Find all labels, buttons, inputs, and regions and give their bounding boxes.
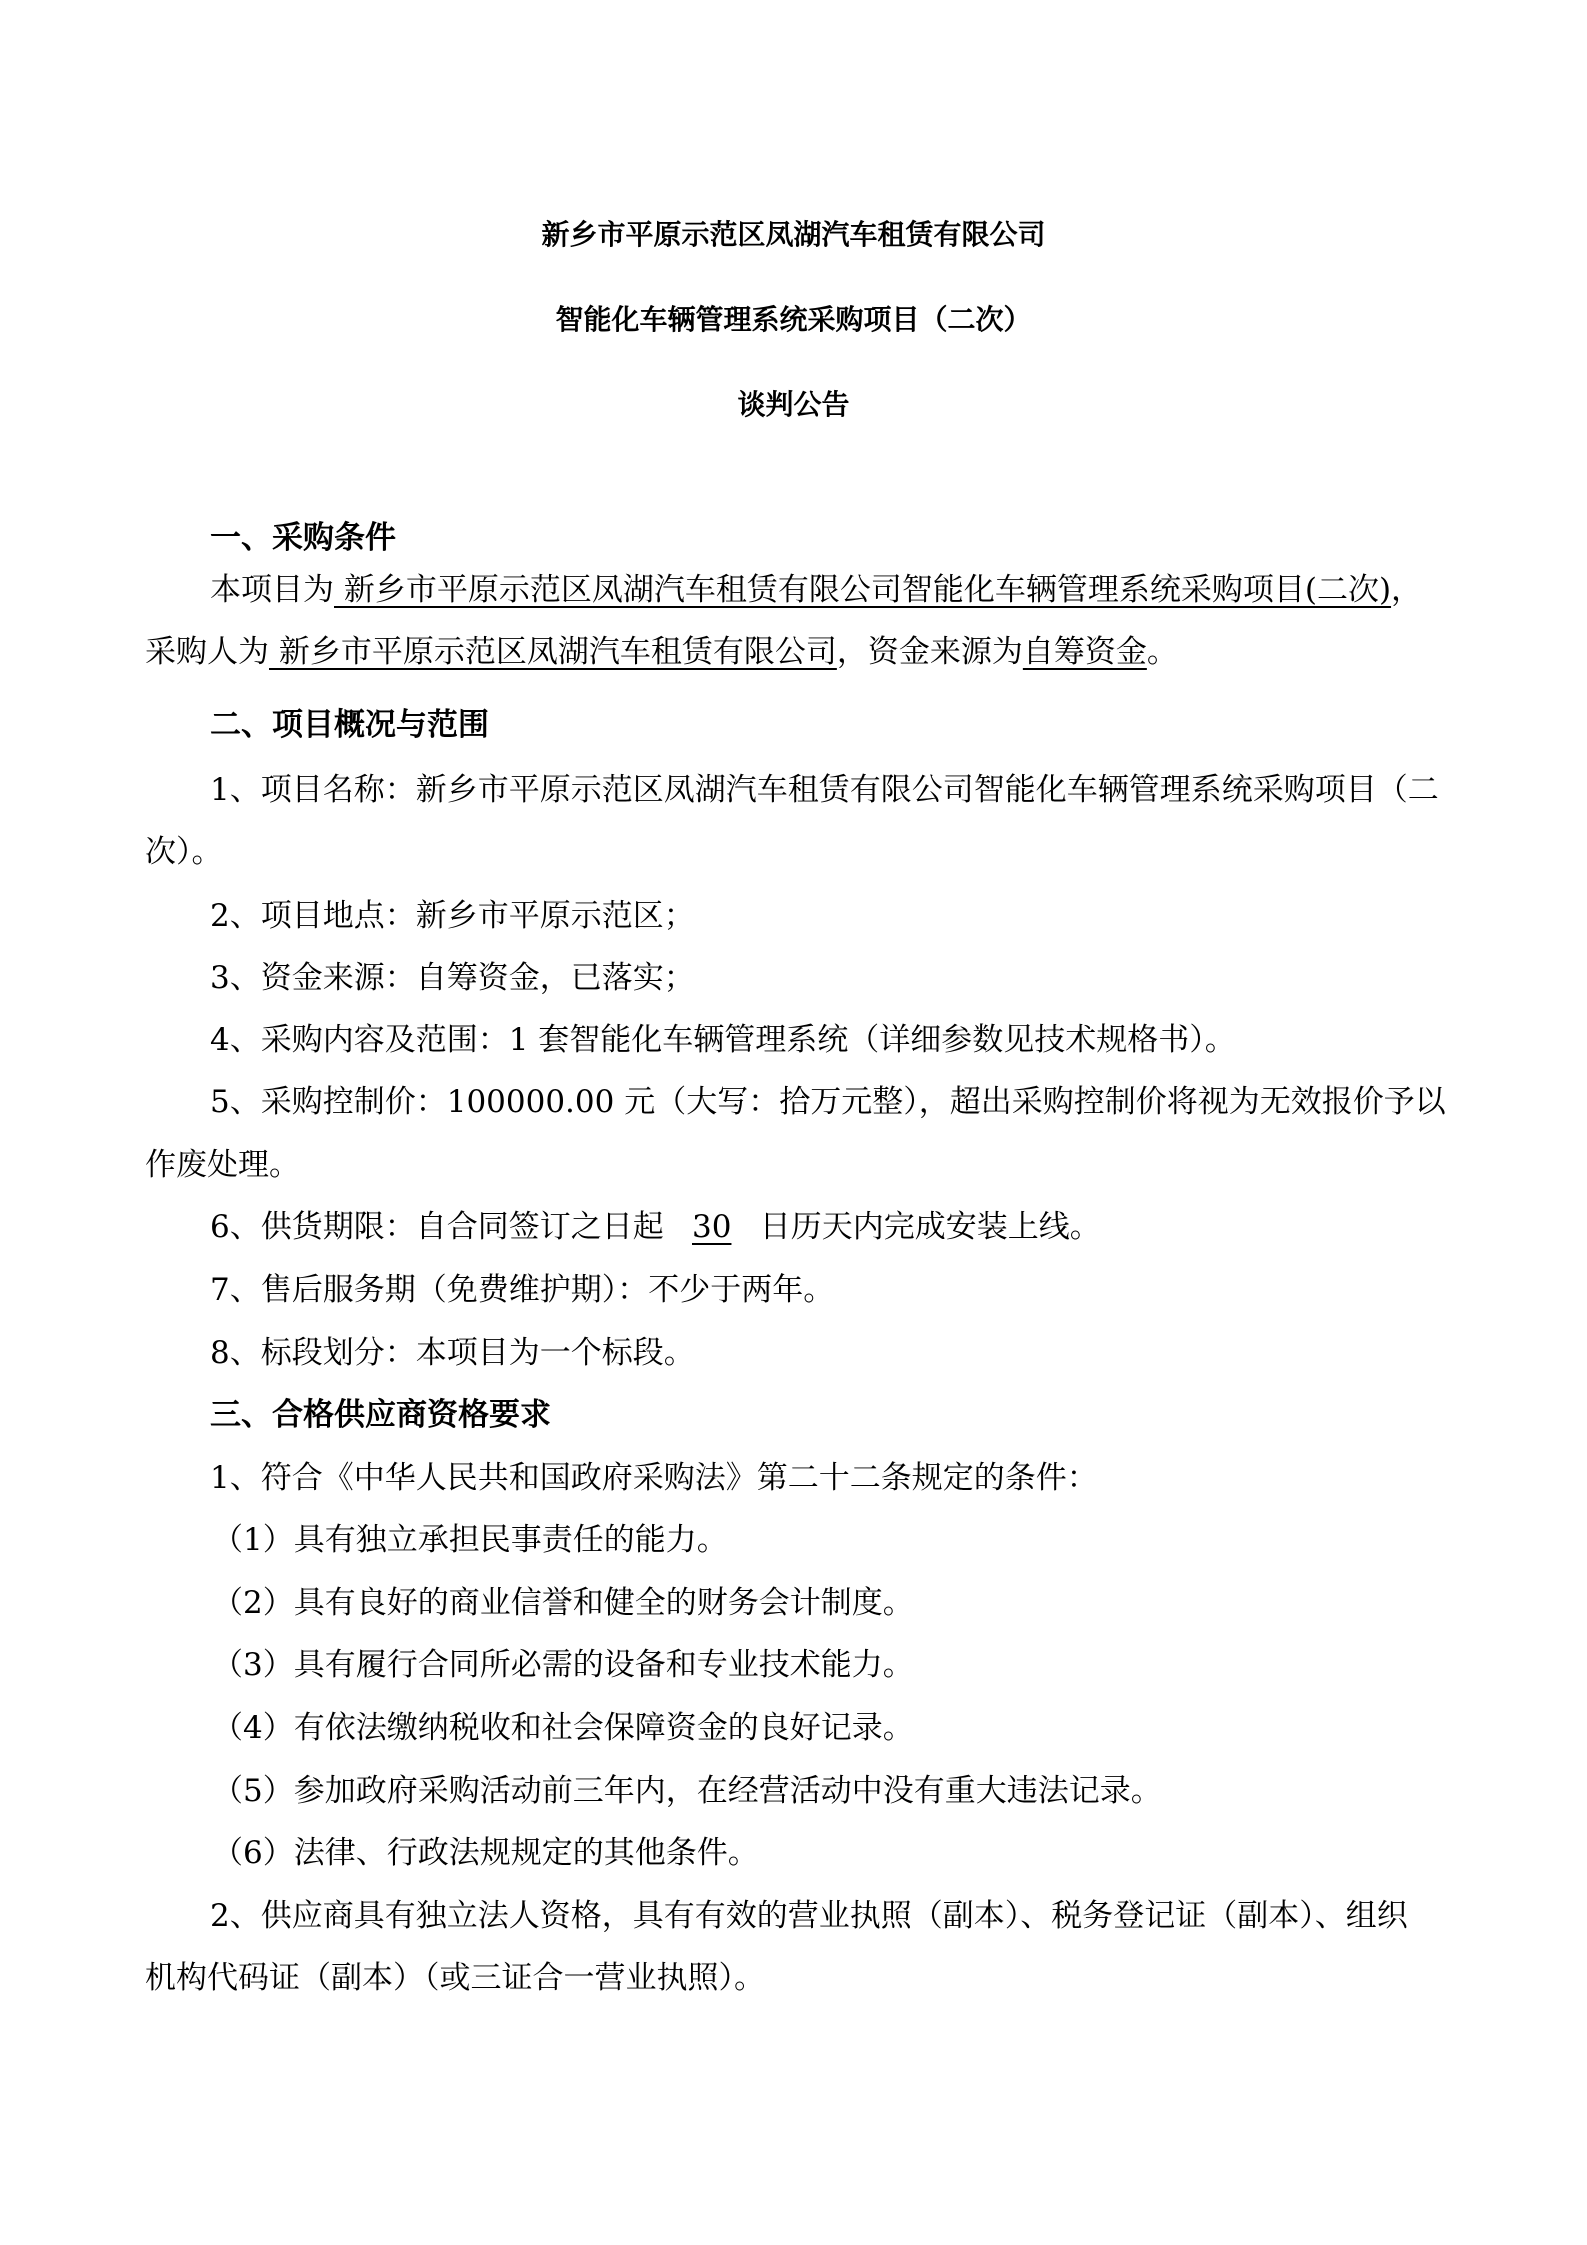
qualification-sub-4: （4）有依法缴纳税收和社会保障资金的良好记录。 [212, 1710, 914, 1746]
control-price-item-line-1: 5、采购控制价：100000.00 元（大写：拾万元整），超出采购控制价将视为无效报价予以 [210, 1084, 1446, 1120]
delivery-period-item [210, 1207, 1101, 1247]
project-name-item-line-1: 1、项目名称：新乡市平原示范区凤湖汽车租赁有限公司智能化车辆管理系统采购项目（二 [210, 772, 1439, 808]
section-3-heading: 三、合格供应商资格要求 [210, 1397, 551, 1433]
buyer-prefix: 采购人为 [145, 634, 269, 670]
qualification-sub-1: （1）具有独立承担民事责任的能力。 [212, 1522, 728, 1558]
qualification-item-2-line-1: 2、供应商具有独立法人资格，具有有效的营业执照（副本）、税务登记证（副本）、组织 [210, 1898, 1408, 1934]
section-1-paragraph-line-1 [210, 570, 1422, 610]
section-1-prefix: 本项目为 [210, 572, 334, 608]
delivery-period-prefix: 6、供货期限：自合同签订之日起 [210, 1209, 664, 1245]
delivery-days-blank: 30 [692, 1209, 732, 1245]
document-title-line-2: 智能化车辆管理系统采购项目（二次） [555, 303, 1032, 336]
buyer-name-underlined: 新乡市平原示范区凤湖汽车租赁有限公司 [269, 634, 837, 670]
document-title-line-3: 谈判公告 [737, 388, 850, 421]
qualification-item-2-line-2: 机构代码证（副本）（或三证合一营业执照）。 [145, 1960, 765, 1996]
delivery-period-suffix: 日历天内完成安装上线。 [759, 1209, 1101, 1245]
qualification-sub-2: （2）具有良好的商业信誉和健全的财务会计制度。 [212, 1585, 914, 1621]
qualification-sub-3: （3）具有履行合同所必需的设备和专业技术能力。 [212, 1647, 914, 1683]
section-2-heading: 二、项目概况与范围 [210, 707, 489, 743]
section-1-period: 。 [1146, 634, 1178, 670]
qualification-sub-5: （5）参加政府采购活动前三年内，在经营活动中没有重大违法记录。 [212, 1773, 1162, 1809]
lot-division-item: 8、标段划分：本项目为一个标段。 [210, 1335, 695, 1371]
fund-source-item: 3、资金来源：自筹资金，已落实； [210, 960, 695, 996]
project-name-item-line-2: 次）。 [145, 834, 223, 870]
control-price-item-line-2: 作废处理。 [145, 1147, 300, 1183]
project-location-item: 2、项目地点：新乡市平原示范区； [210, 898, 695, 934]
document-title-line-1: 新乡市平原示范区凤湖汽车租赁有限公司 [541, 218, 1046, 251]
procurement-scope-item: 4、采购内容及范围：1 套智能化车辆管理系统（详细参数见技术规格书）。 [210, 1022, 1236, 1058]
qualification-sub-6: （6）法律、行政法规规定的其他条件。 [212, 1835, 759, 1871]
qualification-item-1: 1、符合《中华人民共和国政府采购法》第二十二条规定的条件： [210, 1460, 1098, 1496]
after-sales-item: 7、售后服务期（免费维护期）：不少于两年。 [210, 1272, 835, 1308]
fund-prefix: ，资金来源为 [836, 634, 1023, 670]
project-name-underlined: 新乡市平原示范区凤湖汽车租赁有限公司智能化车辆管理系统采购项目(二次) [334, 572, 1392, 608]
section-1-comma: ， [1391, 572, 1423, 608]
fund-source-underlined: 自筹资金 [1022, 634, 1147, 670]
section-1-paragraph-line-2 [145, 632, 1178, 672]
section-1-heading: 一、采购条件 [210, 520, 396, 556]
